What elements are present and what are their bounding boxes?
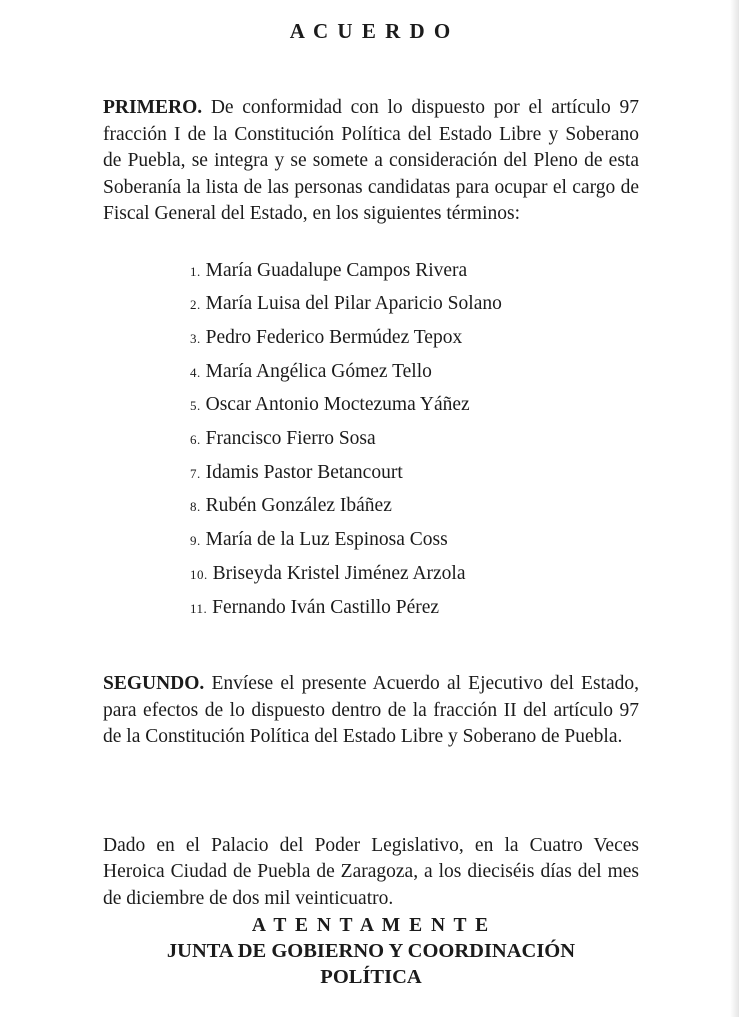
candidate-name: Oscar Antonio Moctezuma Yáñez: [205, 394, 470, 416]
paragraph-dado: Dado en el Palacio del Poder Legislativo, en la Cuatro Veces Heroica Ciudad de Puebla de Zaragoza, a los dieciséis días del mes de diciembre de dos mil veinticuatro.: [103, 834, 639, 909]
list-item: [190, 524, 639, 558]
candidate-name: María Luisa del Pilar Aparicio Solano: [205, 293, 502, 315]
list-item: [190, 490, 639, 524]
list-item-number: 11.: [190, 600, 208, 616]
list-item-number: 10.: [190, 566, 208, 582]
list-item: [190, 592, 639, 626]
list-item: [190, 356, 639, 390]
scan-edge-shadow: [730, 0, 739, 1017]
list-item: [190, 389, 639, 423]
list-item: [190, 288, 639, 322]
list-item-number: 2.: [190, 297, 201, 313]
list-item: [190, 255, 639, 289]
candidate-name: Francisco Fierro Sosa: [205, 428, 376, 450]
paragraph-segundo-label: SEGUNDO.: [103, 673, 205, 695]
candidate-list: [190, 255, 639, 626]
candidate-name: María Guadalupe Campos Rivera: [205, 259, 468, 281]
list-item: [190, 457, 639, 491]
list-item-number: 9.: [190, 533, 201, 549]
paragraph-primero-text: De conformidad con lo dispuesto por el artículo 97 fracción I de la Constitución Política del Estado Libre y Soberano de Puebla, se integra y se somete a consideración del Pleno de esta Soberanía la lista de las personas candidatas para ocupar el cargo de Fiscal General del Estado, en los siguientes términos:: [103, 97, 639, 224]
candidate-name: Pedro Federico Bermúdez Tepox: [205, 326, 463, 348]
closing-junta: JUNTA DE GOBIERNO Y COORDINACIÓN POLÍTICA: [166, 940, 576, 989]
paragraph-segundo-text: Envíese el presente Acuerdo al Ejecutivo del Estado, para efectos de lo dispuesto dentro de la fracción II del artículo 97 de la Constitución Política del Estado Libre y Soberano de Puebla.: [103, 673, 639, 748]
candidate-name: Rubén González Ibáñez: [205, 495, 392, 517]
list-item-number: 7.: [190, 465, 201, 481]
list-item: [190, 423, 639, 457]
candidate-name: Fernando Iván Castillo Pérez: [212, 596, 440, 618]
closing-atentamente: A T E N T A M E N T E: [251, 915, 491, 937]
paragraph-segundo: [103, 671, 639, 751]
candidate-name: Briseyda Kristel Jiménez Arzola: [212, 562, 466, 584]
paragraph-primero: [103, 95, 639, 228]
list-item-number: 1.: [190, 263, 201, 279]
list-item-number: 3.: [190, 330, 201, 346]
candidate-name: María Angélica Gómez Tello: [205, 360, 432, 382]
list-item-number: 8.: [190, 499, 201, 515]
list-item: [190, 558, 639, 592]
list-item-number: 4.: [190, 364, 201, 380]
list-item-number: 5.: [190, 398, 201, 414]
document-title: A C U E R D O: [289, 19, 453, 43]
list-item: [190, 322, 639, 356]
candidate-name: Idamis Pastor Betancourt: [205, 461, 403, 483]
candidate-name: María de la Luz Espinosa Coss: [205, 529, 448, 551]
paragraph-primero-label: PRIMERO.: [103, 97, 203, 118]
list-item-number: 6.: [190, 432, 201, 448]
